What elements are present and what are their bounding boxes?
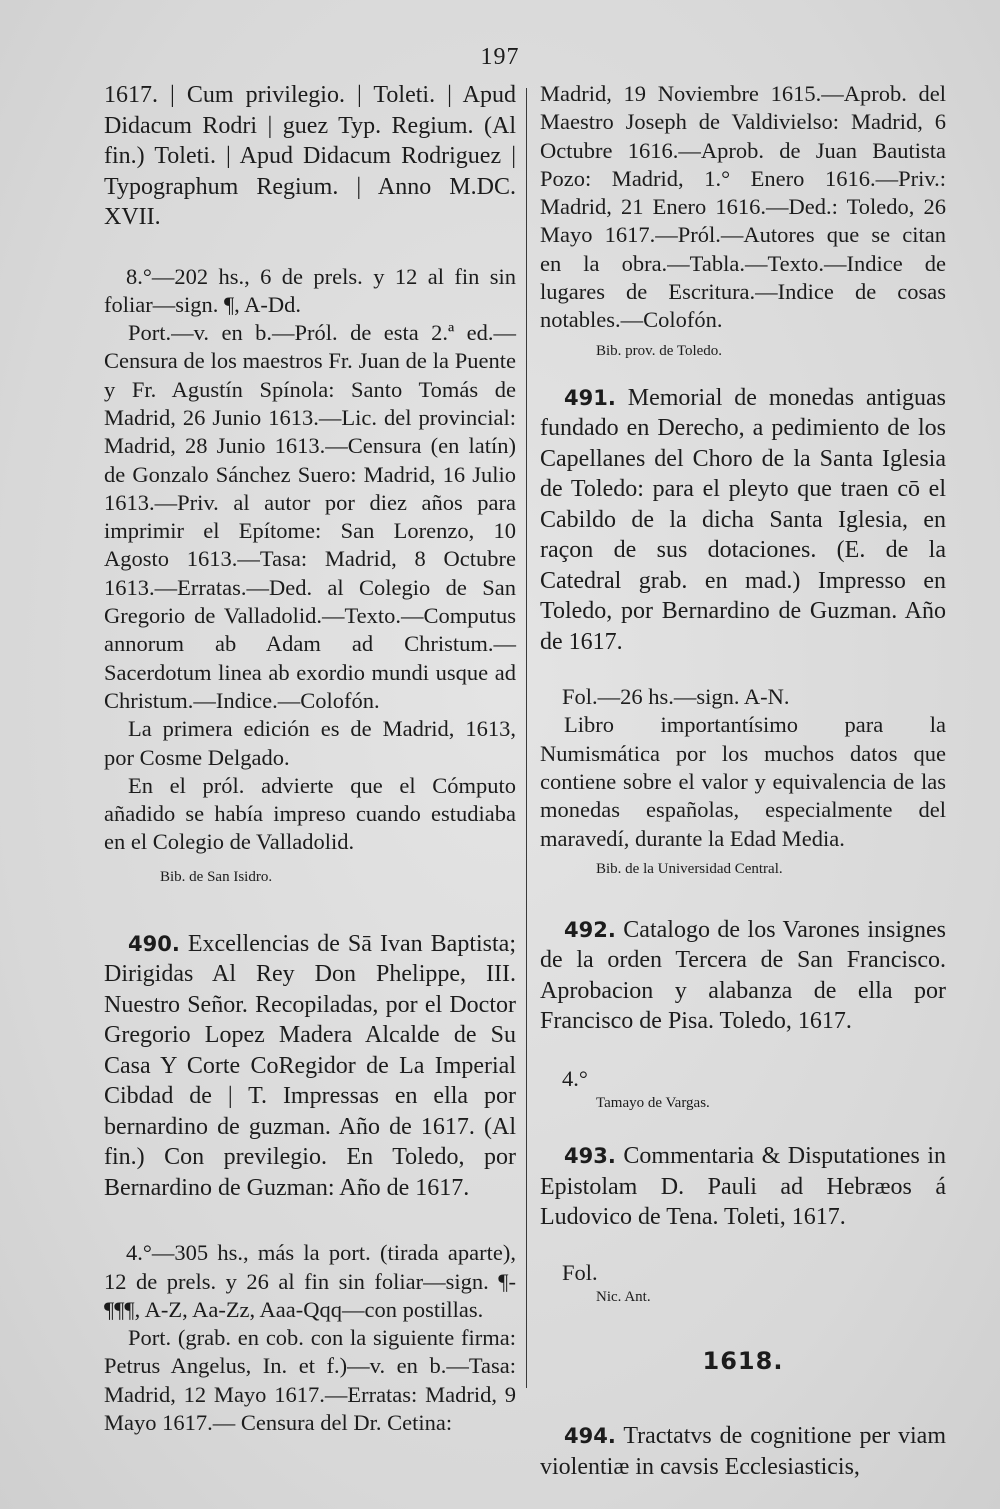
entry-491-format: Fol.—26 hs.—sign. A-N. bbox=[562, 684, 790, 710]
entry-490-contents: Port. (grab. en cob. con la siguiente firma: Petrus Angelus, In. et f.)—v. en b.—Tasa: Madrid, 12 Mayo 1617.—Erratas: Madrid, 9 Mayo 1617.— Censura del Dr. Cetina: bbox=[104, 1325, 516, 1436]
left-column bbox=[104, 80, 516, 1437]
entry-494-title bbox=[540, 1421, 946, 1482]
page-number: 197 bbox=[480, 44, 520, 70]
entry-490-title bbox=[104, 929, 516, 1204]
continued-entry-note: En el pról. advierte que el Cómputo añadido se había impreso cuando estudiaba en el Colegio de Valladolid. bbox=[104, 772, 516, 855]
entry-number: 492. bbox=[564, 917, 616, 942]
column-divider bbox=[526, 88, 527, 1388]
entry-491-title bbox=[540, 383, 946, 658]
continued-entry-format: 8.°—202 hs., 6 de prels. y 12 al fin sin foliar—sign. ¶, A-Dd. bbox=[104, 263, 516, 317]
library-location: Bib. de San Isidro. bbox=[160, 868, 273, 885]
entry-number: 493. bbox=[564, 1144, 616, 1169]
entry-490-format: 4.°—305 hs., más la port. (tirada aparte), 12 de prels. y 26 al fin sin foliar—sign. ¶-¶¶¶, A-Z, Aa-Zz, Aaa-Qqq—con postillas. bbox=[104, 1240, 516, 1322]
entry-number: 494. bbox=[564, 1424, 616, 1449]
entry-492-format: 4.° bbox=[562, 1065, 588, 1091]
entry-number: 490. bbox=[128, 931, 180, 956]
entry-title-text: Commentaria & Disputationes in Epistolam D. Pauli ad Hebræos á Ludovico de Tena. Toleti, 1617. bbox=[540, 1143, 947, 1231]
entry-493-title bbox=[540, 1141, 946, 1233]
library-location: Bib. de la Universidad Central. bbox=[596, 860, 783, 877]
entry-title-text: Tractatvs de cognitione per viam violentiæ in cavsis Ecclesiasticis, bbox=[540, 1423, 946, 1480]
year-heading: 1618. bbox=[702, 1347, 784, 1376]
entry-491-note: Libro importantísimo para la Numismática por los muchos datos que contiene sobre el valor y equivalencia de las monedas españolas, especialmente del maravedí, durante la Edad Media. bbox=[540, 712, 946, 851]
library-location: Tamayo de Vargas. bbox=[596, 1095, 710, 1112]
library-location: Nic. Ant. bbox=[596, 1289, 651, 1306]
continued-entry-title: 1617. | Cum privilegio. | Toleti. | Apud Didacum Rodri | guez Typ. Regium. (Al fin.) Toleti. | Apud Didacum Rodriguez | Typographum Regium. | Anno M.DC. XVII. bbox=[104, 82, 516, 230]
continued-entry-contents: Port.—v. en b.—Pról. de esta 2.ª ed.—Censura de los maestros Fr. Juan de la Puente y Fr. Agustín Spínola: Santo Tomás de Madrid, 26 Junio 1613.—Lic. del provincial: Madrid, 28 Junio 1613.—Censura (en latín) de Gonzalo Sánchez Suero: Madrid, 16 Julio 1613.—Priv. al autor por diez años para imprimir el Epítome: San Lorenzo, 10 Agosto 1613.—Tasa: Madrid, 8 Octubre 1613.—Erratas.—Ded. al Colegio de San Gregorio de Valladolid.—Texto.—Computus annorum ab Adam ad Christum.—Sacerdotum linea ab exordio mundi usque ad Christum.—Indice.—Colofón. bbox=[104, 320, 516, 713]
entry-title-text: Memorial de monedas antiguas fundado en Derecho, a pedimiento de los Capellanes del Choro de la Santa Iglesia de Toledo: para el pleyto que traen cō el Cabildo de la dicha Santa Iglesia, en raçon de sus dotaciones. (E. de la Catedral grab. en mad.) Impresso en Toledo, por Bernardino de Guzman. Año de 1617. bbox=[540, 384, 947, 655]
entry-title-text: Catalogo de los Varones insignes de la orden Tercera de San Francisco. Aprobacion y alabanza de ella por Francisco de Pisa. Toledo, 1617. bbox=[540, 916, 946, 1035]
right-column bbox=[540, 80, 946, 1482]
entry-493-format: Fol. bbox=[562, 1259, 598, 1285]
continued-entry-contents: Madrid, 19 Noviembre 1615.—Aprob. del Maestro Joseph de Valdivielso: Madrid, 6 Octubre 1616.—Aprob. de Juan Bautista Pozo: Madrid, 1.° Enero 1616.—Priv.: Madrid, 21 Enero 1616.—Ded.: Toledo, 26 Mayo 1617.—Pról.—Autores que se citan en la obra.—Tabla.—Texto.—Indice de lugares de Escritura.—Indice de cosas notables.—Colofón. bbox=[540, 81, 946, 333]
entry-number: 491. bbox=[564, 385, 616, 410]
entry-492-title bbox=[540, 915, 946, 1037]
entry-title-text: Excellencias de Sā Ivan Baptista; Dirigidas Al Rey Don Phelippe, III. Nuestro Señor. Recopiladas, por el Doctor Gregorio Lopez Madera Alcalde de Su Casa Y Corte CoRegidor de La Imperial Cibdad de | T. Impressas en ella por bernardino de guzman. Año de 1617. (Al fin.) Con previlegio. En Toledo, por Bernardino de Guzman: Año de 1617. bbox=[104, 930, 517, 1201]
library-location: Bib. prov. de Toledo. bbox=[596, 342, 723, 359]
continued-entry-note: La primera edición es de Madrid, 1613, por Cosme Delgado. bbox=[104, 716, 516, 770]
